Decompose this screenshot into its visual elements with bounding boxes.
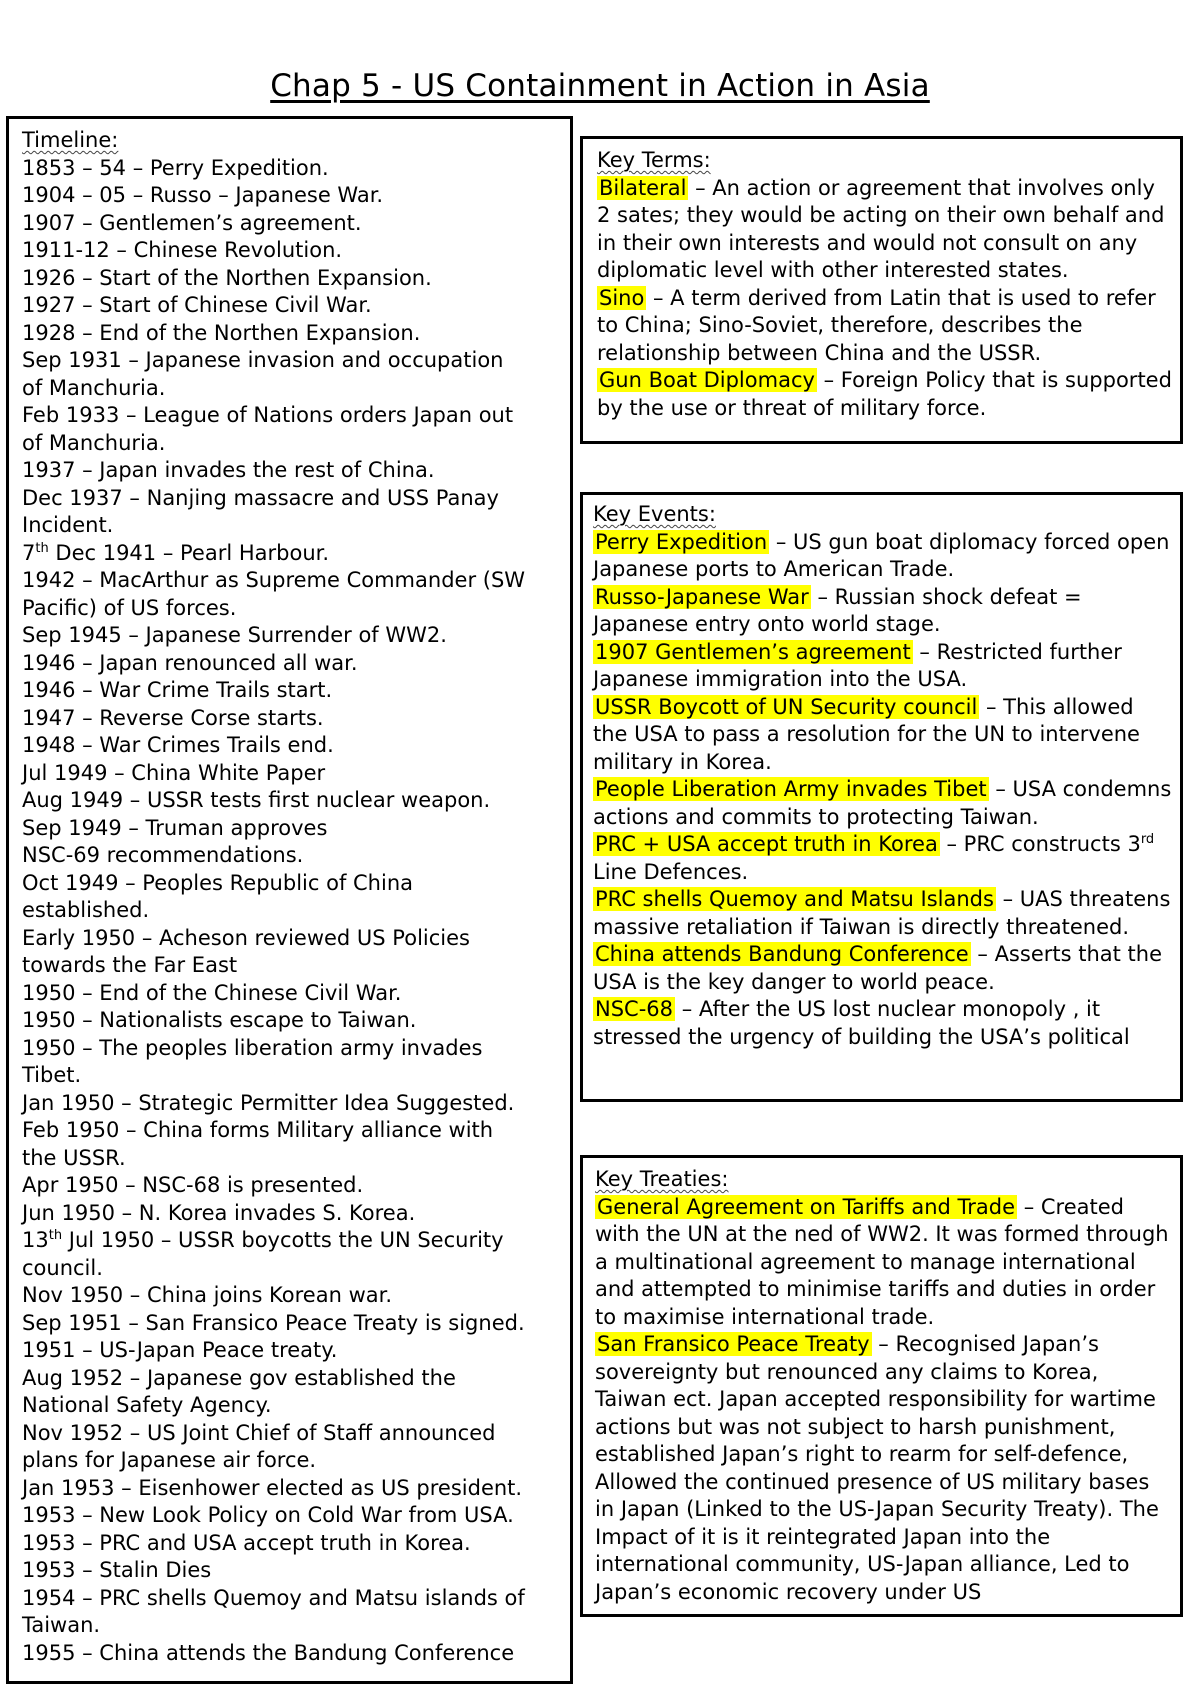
timeline-entry: [22, 897, 562, 925]
key-treaties-heading: Key Treaties:: [595, 1167, 729, 1191]
timeline-entry-text: Dec 1937 – Nanjing massacre and USS Panay: [22, 485, 499, 510]
timeline-entry-text: National Safety Agency.: [22, 1393, 272, 1417]
key-event-term: PRC + USA accept truth in Korea: [595, 832, 938, 856]
timeline-entry: [22, 732, 562, 760]
timeline-entry: [22, 1062, 562, 1090]
timeline-entry-sup: th: [48, 1228, 63, 1243]
timeline-entry: [22, 677, 562, 705]
timeline-entry-text: established.: [22, 898, 150, 922]
key-event-description: – After the US lost nuclear monopoly , it stressed the urgency of building the USA’s political: [593, 997, 1130, 1049]
key-event-description: – Russian shock defeat = Japanese entry onto world stage.: [593, 584, 1082, 636]
key-treaty-description: – Recognised Japan’s sovereignty but renounced any claims to Korea, Taiwan ect. Japan accepted responsibility for wartime actions but was not subject to harsh punishment, established Japan’s right to rearm for self-defence, Allowed the continued presence of US military bases in Japan (Linked to the US-Japan Security Treaty). The Impact of it is it reintegrated Japan into the international community, US-Japan alliance, Led to Japan’s economic recovery under US: [595, 1332, 1159, 1604]
timeline-entry-text: 1907 – Gentlemen’s agreement.: [22, 210, 362, 235]
timeline-entry-text: 1947 – Reverse Corse starts.: [22, 705, 324, 730]
timeline-entry: [22, 347, 562, 375]
timeline-entry: [22, 210, 562, 238]
key-event-term: USSR Boycott of UN Security council: [595, 694, 978, 719]
timeline-entry-text: 13: [22, 1228, 49, 1252]
key-treaty-item: [595, 1331, 1172, 1606]
key-term-item: [597, 175, 1172, 285]
timeline-entry: [22, 870, 562, 898]
key-event-term: Perry Expedition: [595, 529, 768, 554]
timeline-entry: [22, 1090, 562, 1118]
key-events-heading: Key Events:: [593, 502, 716, 526]
key-term-term: Sino: [599, 285, 645, 310]
timeline-heading: Timeline:: [22, 128, 119, 152]
timeline-entry: [22, 567, 562, 595]
timeline-entry-text: Aug 1949 – USSR tests first nuclear weapon.: [22, 788, 491, 812]
timeline-entry-text: Early 1950 – Acheson reviewed US Policies: [22, 925, 470, 950]
timeline-entry: [22, 1255, 562, 1283]
timeline-entry-text-post: Dec 1941 – Pearl Harbour.: [48, 540, 330, 565]
key-terms-heading: Key Terms:: [597, 148, 711, 172]
timeline-entry: [22, 1447, 562, 1475]
timeline-entry: [22, 540, 562, 568]
timeline-entry-text: the USSR.: [22, 1145, 126, 1170]
timeline-entry-text: 1953 – New Look Policy on Cold War from USA.: [22, 1503, 514, 1527]
key-event-term: People Liberation Army invades Tibet: [595, 777, 987, 801]
key-term-description: – An action or agreement that involves only 2 sates; they would be acting on their own behalf and in their own interests and would not consult on any diplomatic level with other interested states.: [597, 175, 1165, 282]
timeline-entry-text: of Manchuria.: [22, 430, 166, 455]
timeline-entry-sup: th: [35, 540, 49, 556]
timeline-entry-text: 1937 – Japan invades the rest of China.: [22, 458, 435, 482]
timeline-entry: [22, 787, 562, 815]
key-event-description-post: Line Defences.: [593, 859, 749, 884]
timeline-entry: [22, 1557, 562, 1585]
key-events-box: [580, 492, 1183, 1102]
timeline-entry-text: 1951 – US-Japan Peace treaty.: [22, 1338, 338, 1362]
key-event-description: – US gun boat diplomacy forced open Japanese ports to American Trade.: [593, 529, 1170, 581]
timeline-entry: [22, 595, 562, 623]
timeline-entry-text: 1950 – Nationalists escape to Taiwan.: [22, 1008, 417, 1032]
timeline-entry: [22, 265, 562, 293]
timeline-box: [6, 116, 573, 1684]
timeline-entry: [22, 1337, 562, 1365]
key-event-item: [593, 584, 1172, 639]
key-treaty-description: – Created with the UN at the ned of WW2. It was formed through a multinational agreement to manage international and attempted to minimise tariffs and duties in order to maximise international trade.: [595, 1194, 1169, 1329]
timeline-entry-text: Jul 1949 – China White Paper: [22, 760, 326, 785]
timeline-entry: [22, 1365, 562, 1393]
timeline-entry: [22, 1282, 562, 1310]
key-event-item: [593, 776, 1172, 831]
timeline-entry-text: Aug 1952 – Japanese gov established the: [22, 1365, 456, 1390]
timeline-entry-text: Pacific) of US forces.: [22, 595, 237, 620]
timeline-entry: [22, 320, 562, 348]
timeline-entry-text: 1926 – Start of the Northen Expansion.: [22, 265, 432, 290]
timeline-entry: [22, 1640, 562, 1668]
timeline-entry: [22, 375, 562, 403]
timeline-entry-text: Taiwan.: [22, 1613, 101, 1637]
timeline-entry-text: 1946 – War Crime Trails start.: [22, 678, 333, 702]
timeline-entry-text: 1950 – The peoples liberation army invades: [22, 1035, 483, 1060]
timeline-entry-text: Tibet.: [22, 1063, 82, 1087]
timeline-entry-text: Sep 1945 – Japanese Surrender of WW2.: [22, 623, 447, 647]
timeline-entry: [22, 760, 562, 788]
timeline-entry-text: 1955 – China attends the Bandung Conference: [22, 1640, 515, 1665]
timeline-entry-text: 1942 – MacArthur as Supreme Commander (SW: [22, 568, 526, 592]
timeline-entry: [22, 1392, 562, 1420]
timeline-entry-text: Nov 1952 – US Joint Chief of Staff announced: [22, 1420, 496, 1445]
timeline-entry-text: Feb 1933 – League of Nations orders Japan out: [22, 403, 514, 427]
timeline-entry: [22, 182, 562, 210]
timeline-entry-text: of Manchuria.: [22, 375, 166, 400]
timeline-entry: [22, 925, 562, 953]
key-event-term: China attends Bandung Conference: [595, 942, 969, 966]
key-event-term: 1907 Gentlemen’s agreement: [595, 639, 911, 664]
key-event-item: [593, 694, 1172, 777]
timeline-entry-text: Incident.: [22, 513, 114, 537]
timeline-entry-text: towards the Far East: [22, 953, 238, 977]
timeline-entry-text: 1953 – PRC and USA accept truth in Korea.: [22, 1530, 471, 1555]
timeline-entry: [22, 1420, 562, 1448]
key-terms-box: [580, 136, 1183, 444]
timeline-entry-text: Sep 1951 – San Fransico Peace Treaty is signed.: [22, 1310, 525, 1335]
timeline-entry-text: Jun 1950 – N. Korea invades S. Korea.: [22, 1200, 416, 1225]
timeline-entry: [22, 1475, 562, 1503]
key-term-term: Bilateral: [599, 175, 687, 200]
timeline-entry-text: 1948 – War Crimes Trails end.: [22, 733, 334, 757]
timeline-entry: [22, 402, 562, 430]
timeline-entry: [22, 622, 562, 650]
timeline-entry: [22, 705, 562, 733]
timeline-entry-text: 1904 – 05 – Russo – Japanese War.: [22, 183, 384, 207]
timeline-entry-text: Apr 1950 – NSC-68 is presented.: [22, 1173, 364, 1197]
key-event-item: [593, 886, 1172, 941]
key-treaty-term: General Agreement on Tariffs and Trade: [597, 1194, 1016, 1219]
key-event-term: PRC shells Quemoy and Matsu Islands: [595, 887, 994, 911]
key-event-description: – Asserts that the USA is the key danger to world peace.: [593, 942, 1163, 994]
timeline-entry-text: 1853 – 54 – Perry Expedition.: [22, 155, 329, 180]
key-event-description: – PRC constructs 3: [939, 832, 1141, 856]
timeline-entry-text: 1950 – End of the Chinese Civil War.: [22, 980, 402, 1005]
timeline-entry: [22, 485, 562, 513]
timeline-entry-text: Feb 1950 – China forms Military alliance with: [22, 1118, 494, 1142]
key-event-description: – UAS threatens massive retaliation if Taiwan is directly threatened.: [593, 887, 1171, 939]
key-event-description: – USA condemns actions and commits to protecting Taiwan.: [593, 777, 1172, 829]
timeline-entry-text: 1946 – Japan renounced all war.: [22, 650, 358, 675]
timeline-entry: [22, 1612, 562, 1640]
timeline-entry-text: Oct 1949 – Peoples Republic of China: [22, 870, 413, 895]
key-term-term: Gun Boat Diplomacy: [599, 368, 815, 392]
timeline-entry: [22, 1310, 562, 1338]
key-event-description: – This allowed the USA to pass a resolution for the UN to intervene military in Korea.: [593, 694, 1140, 774]
timeline-entry: [22, 1502, 562, 1530]
key-term-item: [597, 367, 1172, 422]
timeline-entry: [22, 1145, 562, 1173]
timeline-entry: [22, 237, 562, 265]
key-event-item: [593, 941, 1172, 996]
key-treaty-term: San Fransico Peace Treaty: [597, 1332, 870, 1356]
timeline-entry: [22, 650, 562, 678]
timeline-entry: [22, 292, 562, 320]
timeline-entry-text: 1954 – PRC shells Quemoy and Matsu islands of: [22, 1585, 525, 1610]
timeline-entry-text-post: Jul 1950 – USSR boycotts the UN Security: [62, 1228, 504, 1252]
key-event-item: [593, 996, 1172, 1051]
key-event-description-sup: rd: [1140, 832, 1155, 847]
timeline-entry: [22, 815, 562, 843]
timeline-entry: [22, 980, 562, 1008]
timeline-entry-text: Jan 1950 – Strategic Permitter Idea Suggested.: [22, 1090, 515, 1115]
timeline-entry-text: 1928 – End of the Northen Expansion.: [22, 320, 421, 345]
timeline-entry-text: Nov 1950 – China joins Korean war.: [22, 1283, 393, 1307]
timeline-entry: [22, 457, 562, 485]
timeline-entry-text: council.: [22, 1255, 103, 1280]
timeline-entry: [22, 952, 562, 980]
key-treaty-item: [595, 1194, 1172, 1332]
key-term-description: – A term derived from Latin that is used to refer to China; Sino-Soviet, therefore, describes the relationship between China and the USSR.: [597, 285, 1156, 365]
key-event-item: [593, 831, 1172, 886]
timeline-entry-text: 1911-12 – Chinese Revolution.: [22, 238, 343, 262]
timeline-entry-text: 1953 – Stalin Dies: [22, 1558, 212, 1582]
key-event-term: Russo-Japanese War: [595, 584, 809, 609]
timeline-entry: [22, 1227, 562, 1255]
timeline-entry: [22, 842, 562, 870]
timeline-entry: [22, 155, 562, 183]
timeline-entry: [22, 1035, 562, 1063]
timeline-entry-text: Sep 1949 – Truman approves: [22, 815, 328, 840]
key-term-description: – Foreign Policy that is supported by the use or threat of military force.: [597, 368, 1172, 420]
timeline-entry: [22, 1007, 562, 1035]
timeline-entry-text: 7: [22, 540, 36, 565]
timeline-entry: [22, 512, 562, 540]
timeline-entry-text: Sep 1931 – Japanese invasion and occupation: [22, 348, 504, 372]
timeline-entry-text: plans for Japanese air force.: [22, 1448, 317, 1472]
timeline-entry: [22, 1200, 562, 1228]
key-event-item: [593, 639, 1172, 694]
timeline-entry: [22, 430, 562, 458]
timeline-entry: [22, 1172, 562, 1200]
timeline-entry-text: NSC-69 recommendations.: [22, 843, 304, 867]
timeline-entry-text: 1927 – Start of Chinese Civil War.: [22, 293, 372, 317]
timeline-entry: [22, 1117, 562, 1145]
key-term-item: [597, 285, 1172, 368]
timeline-entry: [22, 1585, 562, 1613]
key-event-description: – Restricted further Japanese immigration into the USA.: [593, 639, 1122, 691]
key-event-term: NSC-68: [595, 997, 674, 1021]
page-title: Chap 5 - US Containment in Action in Asia: [270, 68, 930, 104]
timeline-entry-text: Jan 1953 – Eisenhower elected as US president.: [22, 1475, 523, 1500]
timeline-entry: [22, 1530, 562, 1558]
key-treaties-box: [580, 1155, 1183, 1617]
key-event-item: [593, 529, 1172, 584]
